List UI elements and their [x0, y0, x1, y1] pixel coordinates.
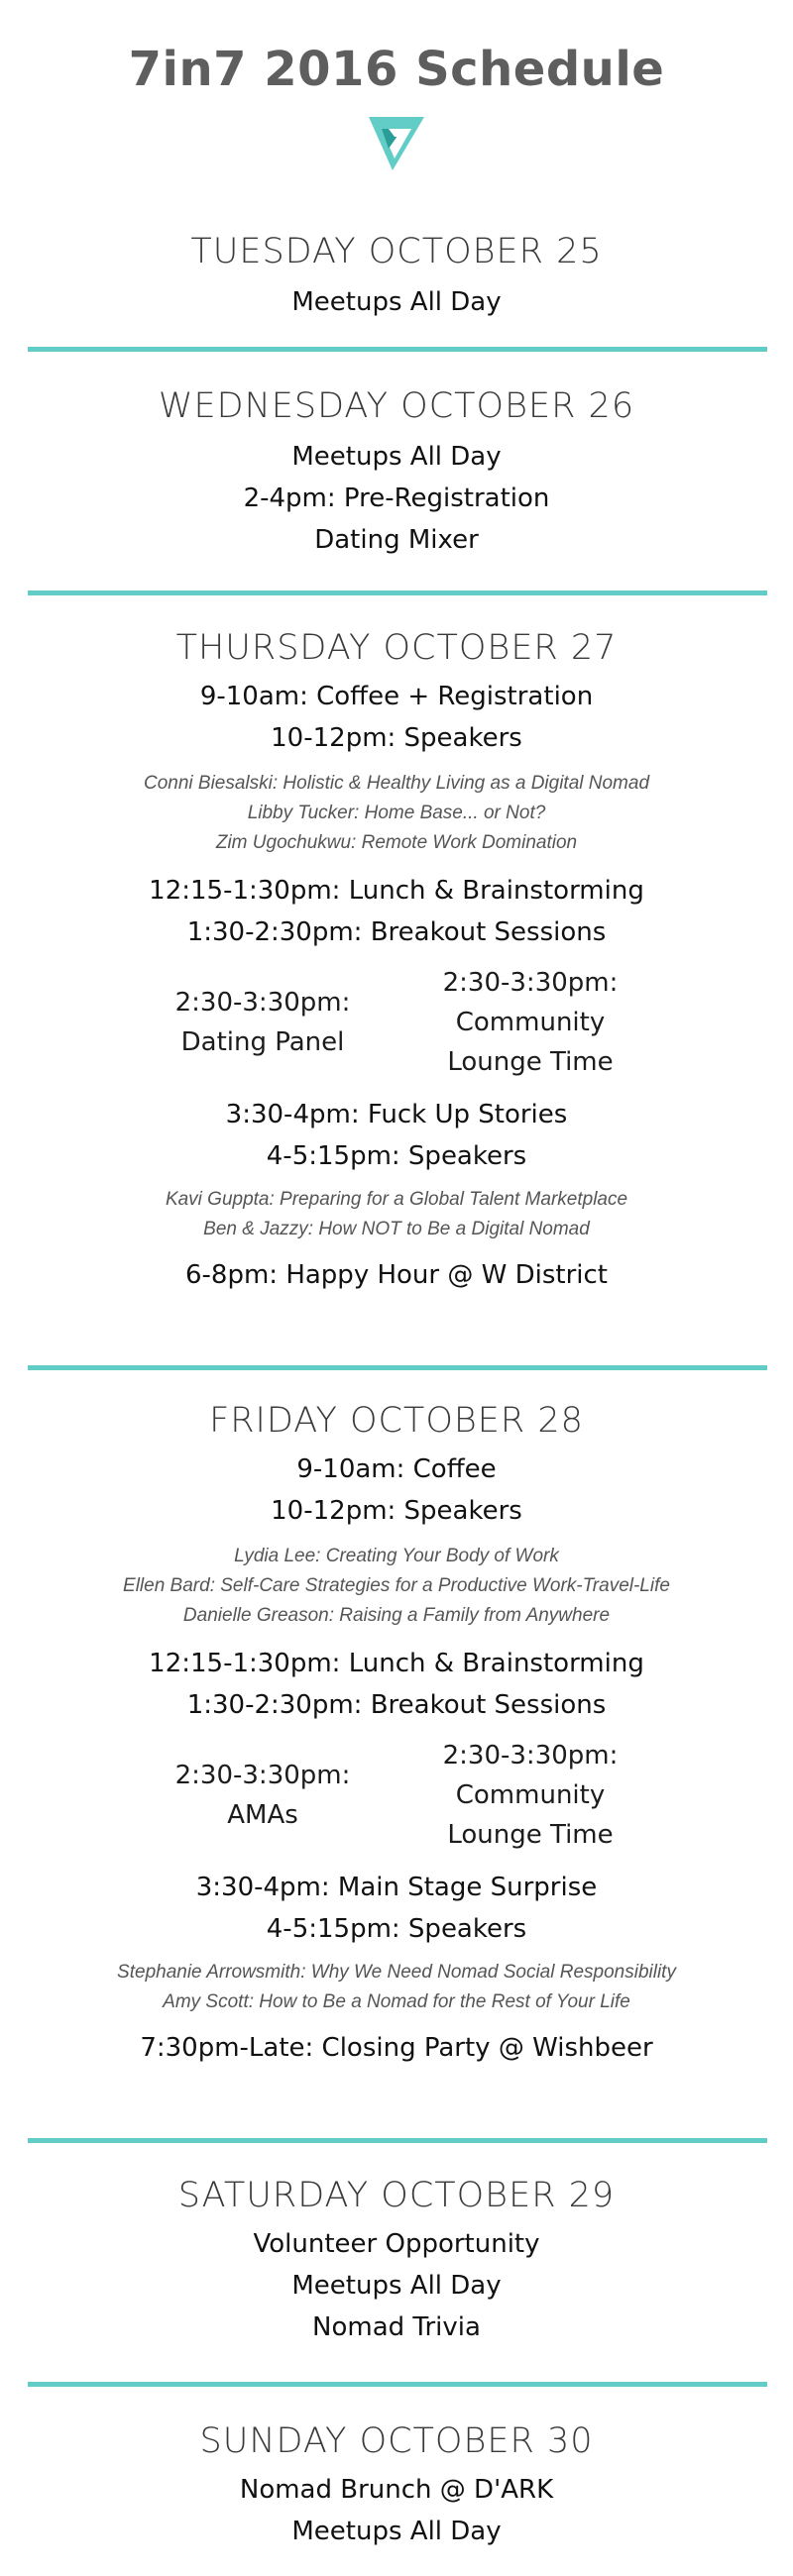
- schedule-item: 4-5:15pm: Speakers: [266, 1914, 527, 1944]
- speaker-line: Danielle Greason: Raising a Family from Anywhere: [182, 1605, 611, 1626]
- schedule-item: 1:30-2:30pm: Breakout Sessions: [186, 1690, 607, 1720]
- speaker-line: Libby Tucker: Home Base... or Not?: [247, 803, 546, 823]
- session-left: [129, 1736, 396, 1855]
- parallel-sessions: [0, 1736, 793, 1855]
- session-title: Community: [455, 1780, 606, 1810]
- session-time: 2:30-3:30pm:: [174, 1761, 351, 1790]
- speaker-line: Conni Biesalski: Holistic & Healthy Living as a Digital Nomad: [143, 773, 650, 794]
- speaker-line: Zim Ugochukwu: Remote Work Domination: [215, 832, 578, 853]
- schedule-item: 4-5:15pm: Speakers: [266, 1141, 527, 1171]
- speaker-line: Kavi Guppta: Preparing for a Global Talent Marketplace: [165, 1189, 628, 1210]
- schedule-item: 7:30pm-Late: Closing Party @ Wishbeer: [140, 2033, 653, 2063]
- schedule-item: 12:15-1:30pm: Lunch & Brainstorming: [149, 876, 644, 906]
- session-left: [129, 963, 396, 1082]
- day-heading: SUNDAY OCTOBER 30: [199, 2421, 594, 2461]
- session-time: 2:30-3:30pm:: [442, 1741, 619, 1771]
- schedule-item: 6-8pm: Happy Hour @ W District: [185, 1260, 608, 1290]
- schedule-item: 12:15-1:30pm: Lunch & Brainstorming: [149, 1649, 644, 1678]
- day-wednesday: [0, 384, 793, 561]
- day-tuesday: [0, 230, 793, 323]
- speaker-line: Lydia Lee: Creating Your Body of Work: [234, 1546, 559, 1566]
- header: [0, 0, 793, 172]
- speaker-line: Ellen Bard: Self-Care Strategies for a Productive Work-Travel-Life: [123, 1575, 670, 1596]
- session-title: Community: [455, 1008, 606, 1037]
- schedule-item: 3:30-4pm: Fuck Up Stories: [225, 1100, 568, 1129]
- page-title: 7in7 2016 Schedule: [128, 42, 665, 97]
- session-title: AMAs: [227, 1800, 298, 1830]
- day-saturday: [0, 2174, 793, 2348]
- speaker-line: Amy Scott: How to Be a Nomad for the Rest of Your Life: [163, 1991, 630, 2012]
- day-heading: THURSDAY OCTOBER 27: [175, 628, 618, 668]
- day-heading: FRIDAY OCTOBER 28: [209, 1401, 584, 1441]
- session-title: Lounge Time: [447, 1047, 614, 1077]
- session-right: [396, 1736, 664, 1855]
- schedule-item: Dating Mixer: [314, 525, 479, 555]
- day-friday: [0, 1399, 793, 2069]
- schedule-item: 9-10am: Coffee: [296, 1454, 497, 1484]
- schedule-item: Meetups All Day: [291, 287, 502, 317]
- day-heading: TUESDAY OCTOBER 25: [190, 232, 603, 271]
- parallel-sessions: [0, 963, 793, 1082]
- section-divider: [28, 590, 767, 595]
- section-divider: [28, 2138, 767, 2143]
- session-right: [396, 963, 664, 1082]
- speaker-line: Stephanie Arrowsmith: Why We Need Nomad Social Responsibility: [117, 1962, 676, 1983]
- day-heading: SATURDAY OCTOBER 29: [177, 2176, 616, 2215]
- session-title: Dating Panel: [180, 1027, 345, 1057]
- speaker-line: Ben & Jazzy: How NOT to Be a Digital Nomad: [203, 1219, 590, 1239]
- day-sunday: [0, 2419, 793, 2552]
- schedule-item: 10-12pm: Speakers: [271, 723, 522, 753]
- section-divider: [28, 2382, 767, 2387]
- schedule-item: Nomad Brunch @ D'ARK: [239, 2475, 554, 2505]
- day-heading: WEDNESDAY OCTOBER 26: [158, 386, 635, 426]
- session-time: 2:30-3:30pm:: [442, 968, 619, 998]
- schedule-item: Nomad Trivia: [312, 2312, 481, 2342]
- day-thursday: [0, 626, 793, 1296]
- session-title: Lounge Time: [447, 1820, 614, 1850]
- schedule-item: 9-10am: Coffee + Registration: [199, 682, 594, 711]
- schedule-item: Volunteer Opportunity: [253, 2229, 540, 2259]
- schedule-item: 1:30-2:30pm: Breakout Sessions: [186, 917, 607, 947]
- session-time: 2:30-3:30pm:: [174, 988, 351, 1018]
- schedule-item: Meetups All Day: [291, 2271, 502, 2301]
- schedule-item: 10-12pm: Speakers: [271, 1496, 522, 1526]
- schedule-item: Meetups All Day: [291, 442, 502, 472]
- schedule-item: Meetups All Day: [291, 2517, 502, 2546]
- section-divider: [28, 1365, 767, 1370]
- schedule-item: 3:30-4pm: Main Stage Surprise: [195, 1873, 598, 1902]
- schedule-item: 2-4pm: Pre-Registration: [243, 483, 550, 513]
- section-divider: [28, 347, 767, 352]
- 7in7-triangle-logo-icon: [367, 115, 426, 172]
